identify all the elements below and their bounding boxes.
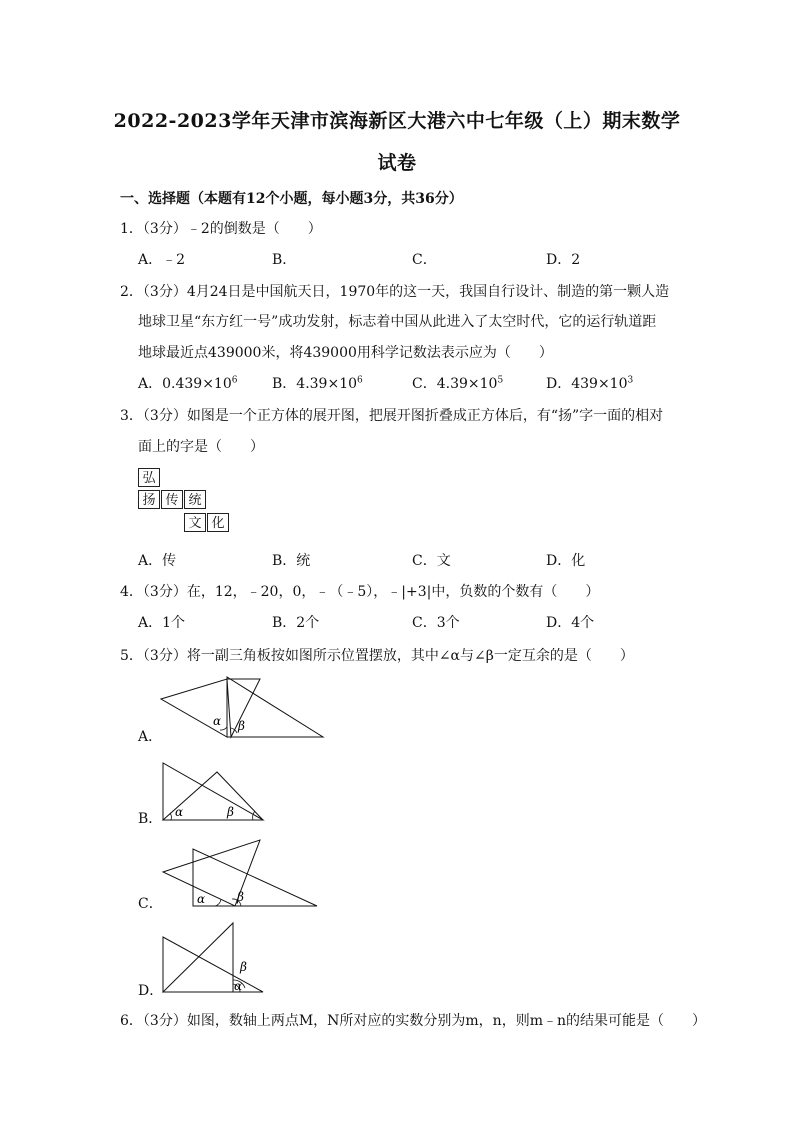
alpha-label: α <box>213 714 222 728</box>
q5-figure-a <box>155 672 330 742</box>
beta-label: β <box>238 719 245 733</box>
q2-option-d: D．$439\times 10^3$ <box>546 375 634 392</box>
q1-option-d: D．2 <box>546 252 581 268</box>
q4-option-d: D．4个 <box>546 615 595 631</box>
q3-option-a: A．传 <box>138 553 177 569</box>
q5-figure-d <box>155 920 270 995</box>
beta-label: β <box>240 960 247 974</box>
q2-option-b: B．$4.39\times 10^6$ <box>272 375 363 392</box>
q4-stem: 4．（3分）在，12，﹣20，0，﹣（﹣5），﹣|+3|中，负数的个数有（ ） <box>120 584 600 600</box>
q5-figure-c-label: C． <box>138 896 163 912</box>
q2-option-c: C．$4.39\times 10^5$ <box>412 375 504 392</box>
q3-line2: 面上的字是（ ） <box>138 439 264 455</box>
net-cell-1: 弘 <box>138 468 160 487</box>
page-title-line2: 试卷 <box>377 152 417 174</box>
beta-label: β <box>237 890 244 904</box>
cube-net-figure <box>138 468 230 536</box>
q2-option-a: A．$0.439\times 10^6$ <box>138 375 238 392</box>
net-cell-5: 文 <box>184 513 206 532</box>
alpha-label: α <box>197 892 206 906</box>
q5-stem: 5．（3分）将一副三角板按如图所示位置摆放，其中∠α与∠β一定互余的是（ ） <box>120 648 634 664</box>
q1-option-c: C． <box>412 252 437 268</box>
alpha-label: α <box>234 979 243 993</box>
q4-option-b: B．2个 <box>272 615 320 631</box>
q5-figure-b-label: B． <box>138 811 163 827</box>
q4-option-a: A．1个 <box>138 615 186 631</box>
beta-label: β <box>227 805 234 819</box>
q1-option-b: B． <box>272 252 297 268</box>
section-heading: 一、选择题（本题有12个小题，每小题3分，共36分） <box>120 191 463 207</box>
q3-option-d: D．化 <box>546 553 586 569</box>
q3-option-b: B．统 <box>272 553 311 569</box>
net-cell-2: 扬 <box>138 490 160 509</box>
q5-figure-c <box>155 835 325 910</box>
q6-stem: 6．（3分）如图，数轴上两点M，N所对应的实数分别为m，n，则m﹣n的结果可能是（ ） <box>120 1013 706 1029</box>
net-cell-4: 统 <box>184 490 206 509</box>
q5-figure-d-label: D． <box>138 983 164 999</box>
net-cell-6: 化 <box>207 513 229 532</box>
page-title-line1: 2022-2023学年天津市滨海新区大港六中七年级（上）期末数学 <box>113 110 681 132</box>
alpha-label: α <box>175 805 184 819</box>
q1-stem: 1．（3分）﹣2的倒数是（ ） <box>120 221 322 237</box>
q2-line3: 地球最近点439000米，将439000用科学记数法表示应为（ ） <box>138 345 553 361</box>
q5-figure-b <box>155 758 270 824</box>
q1-option-a: A．﹣2 <box>138 252 186 268</box>
q2-line1: 2．（3分）4月24日是中国航天日，1970年的这一天，我国自行设计、制造的第一颗人造 <box>120 284 670 300</box>
q5-figure-a-label: A． <box>138 729 163 745</box>
net-cell-3: 传 <box>161 490 183 509</box>
q3-line1: 3．（3分）如图是一个正方体的展开图，把展开图折叠成正方体后，有“扬”字一面的相对 <box>120 408 664 424</box>
q3-option-c: C．文 <box>412 553 451 569</box>
q4-option-c: C．3个 <box>412 615 460 631</box>
q2-line2: 地球卫星“东方红一号”成功发射，标志着中国从此进入了太空时代，它的运行轨道距 <box>138 314 657 330</box>
